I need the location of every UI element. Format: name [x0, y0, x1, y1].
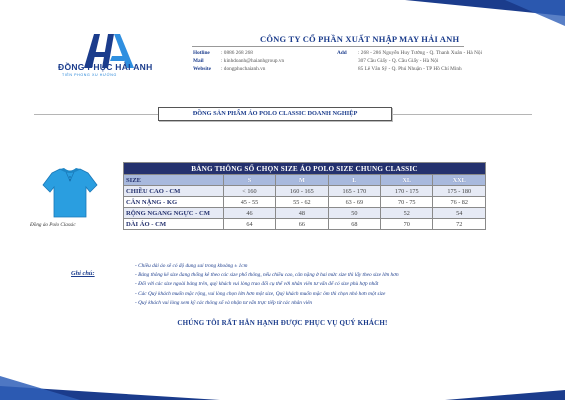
table-cell: 45 - 55 — [223, 197, 275, 208]
address-list — [337, 49, 482, 73]
table-cell: 70 — [381, 219, 433, 230]
contact-value: : kinhdoanh@haianhgroup.vn — [221, 58, 285, 64]
table-cell: 50 — [328, 208, 380, 219]
note-item: - Quý khách vui lòng xem kỹ các thông số và nhận tư vấn trực tiếp từ các nhân viên — [135, 299, 313, 306]
table-title: BẢNG THÔNG SỐ CHỌN SIZE ÁO POLO SIZE CHUNG CLASSIC — [124, 163, 486, 175]
contact-label: Mail — [193, 58, 204, 64]
table-cell: 48 — [276, 208, 328, 219]
contact-value: : dongphuchaianh.vn — [221, 66, 266, 72]
notes-label: Ghi chú: — [71, 270, 95, 277]
contact-list — [193, 49, 284, 73]
table-header-cell: XXL — [433, 175, 486, 186]
table-cell: 55 - 62 — [276, 197, 328, 208]
table-cell: 170 - 175 — [381, 186, 433, 197]
thank-you-message: CHÚNG TÔI RẤT HÂN HẠNH ĐƯỢC PHỤC VỤ QUÝ KHÁCH! — [177, 319, 388, 327]
table-cell: 63 - 69 — [328, 197, 380, 208]
contact-hotline — [193, 49, 284, 57]
table-cell: 70 - 75 — [381, 197, 433, 208]
address-line: 307 Cầu Giấy - Q. Cầu Giấy - Hà Nội — [358, 58, 439, 64]
table-cell: 160 - 165 — [276, 186, 328, 197]
contact-mail — [193, 57, 284, 65]
size-table — [123, 162, 486, 230]
table-row — [124, 208, 486, 219]
company-name: CÔNG TY CỔ PHẦN XUẤT NHẬP MAY HẢI ANH — [260, 34, 460, 44]
table-header-cell: S — [223, 175, 275, 186]
table-cell: 52 — [381, 208, 433, 219]
table-cell: 66 — [276, 219, 328, 230]
table-cell: 54 — [433, 208, 486, 219]
table-cell: 68 — [328, 219, 380, 230]
note-item: - Bảng thông kê size đang thống kê theo các size phổ thông, nếu chiều cao, cân nặng ở hai mức size thì lấy theo size lớn hơn — [135, 272, 399, 279]
polo-shirt-icon — [42, 165, 98, 219]
note-item: - Đối với các size ngoài bảng trên, quý khách vui lòng trao đổi cụ thể với nhân viên tư vấn để có size phù hợp nhất — [135, 281, 379, 288]
table-cell: 165 - 170 — [328, 186, 380, 197]
table-cell: 72 — [433, 219, 486, 230]
banner-rule-right — [392, 114, 532, 115]
table-title-row — [124, 163, 486, 175]
product-caption: Đồng áo Polo Classic — [30, 222, 76, 228]
brand-name: ĐỒNG PHỤC HẢI ANH — [58, 62, 153, 72]
row-label: CÂN NẶNG - KG — [124, 197, 224, 208]
table-cell: < 160 — [223, 186, 275, 197]
note-item: - Các Quý khách muốn mặc rộng, vui lòng chọn lớn hơn một size, Quý khách muốn mặc ôm thì chọn nhỏ hơn một size — [135, 290, 386, 297]
brand-tagline: TIÊN PHONG XU HƯỚNG — [62, 73, 117, 77]
address-line: : 268 - 286 Nguyễn Huy Tưởng - Q. Thanh Xuân - Hà Nội — [358, 50, 483, 56]
contact-label: Website — [193, 66, 211, 72]
table-row — [124, 197, 486, 208]
table-header-cell: XL — [381, 175, 433, 186]
table-row — [124, 186, 486, 197]
table-cell: 175 - 180 — [433, 186, 486, 197]
banner-title: ĐỒNG SẢN PHẨM ÁO POLO CLASSIC DOANH NGHIỆP — [158, 107, 392, 121]
row-label: DÀI ÁO - CM — [124, 219, 224, 230]
corner-decoration-bottom-right — [445, 390, 565, 400]
table-row — [124, 219, 486, 230]
notes-list — [135, 262, 535, 308]
row-label: RỘNG NGANG NGỰC - CM — [124, 208, 224, 219]
row-label: CHIỀU CAO - CM — [124, 186, 224, 197]
banner-rule-left — [34, 114, 158, 115]
address-line: 85 Lê Văn Sỹ - Q. Phú Nhuận - TP Hồ Chí Minh — [358, 66, 462, 72]
contact-label: Hotline — [193, 50, 210, 56]
corner-decoration-top-right-accent — [505, 0, 565, 26]
table-cell: 76 - 82 — [433, 197, 486, 208]
note-item: - Chiều dài áo sẽ có độ dung sai trong khoảng ± 1cm — [135, 263, 248, 269]
table-header-cell: SIZE — [124, 175, 224, 186]
address-label: Add — [337, 50, 347, 56]
table-cell: 64 — [223, 219, 275, 230]
table-header-row — [124, 175, 486, 186]
contact-website — [193, 65, 284, 73]
contact-value: : 0886 268 268 — [221, 50, 253, 56]
table-cell: 46 — [223, 208, 275, 219]
corner-decoration-bottom-left-accent — [0, 376, 80, 400]
table-header-cell: L — [328, 175, 380, 186]
table-header-cell: M — [276, 175, 328, 186]
header-divider — [192, 46, 464, 47]
